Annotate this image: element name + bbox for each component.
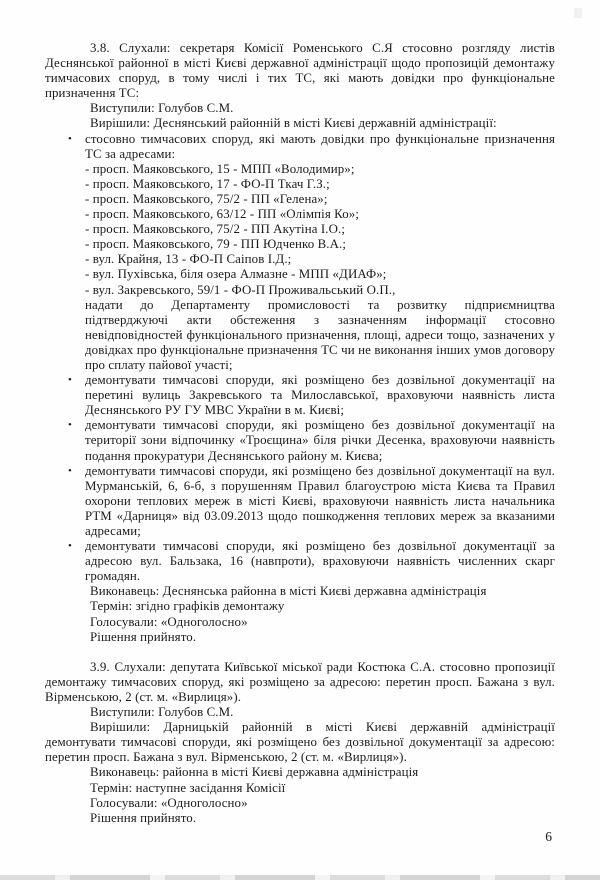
speakers-line: Виступили: Голубов С.М. [90,705,234,720]
section-3-8 [45,41,555,645]
address-line: - просп. Маяковського, 63/12 - ПП «Олімпія Ко»; [85,207,360,222]
bullet-icon: • [68,419,72,432]
section-3-8-heading: 3.8. Слухали: секретаря Комісії Роменського С.Я стосовно розгляду листів Деснянської районної в місті Києві державної адміністрації щодо пропозицій демонтажу тимчасових споруд, в тому числі і тих ТС, які мають довідки про функціональне призначення ТС: [45,41,555,101]
section-3-9 [45,660,555,826]
list-item [45,464,555,539]
address-line: - просп. Маяковського, 79 - ПП Юдченко В.А.; [85,237,347,252]
speakers-line: Виступили: Голубов С.М. [90,101,234,116]
bullet-icon: • [68,374,72,387]
bullet-icon: • [68,464,72,477]
list-item [45,418,555,463]
address-line: - просп. Маяковського, 15 - МПП «Володимир»; [85,161,355,176]
executor-line: Виконавець: районна в місті Києві державна адміністрація [90,765,419,780]
scan-edge [0,875,600,880]
bullet-text: демонтувати тимчасові споруди, які розміщено без дозвільної документації на вул. Мурманській, 6, 6-б, з порушенням Правил благоустрою міста Києва та Правил охорони теплових мереж в місті Києві, враховуючи наявність листа начальника РТМ «Дарниця» від 03.09.2013 щодо пошкодження теплових мереж за вказаними адресами; [85,463,555,538]
bullet-text: стосовно тимчасових споруд, які мають довідки про функціональне призначення ТС за адресами: [85,131,555,161]
decision-line: Рішення прийнято. [90,810,197,825]
resolution-line: Вирішили: Дарницькій районній в місті Києві державній адміністрації демонтувати тимчасові споруди, які розміщено без дозвільної документації за адресою: перетин просп. Бажана з вул. Вірменською, 2 (ст. м. «Вирлиця»). [45,720,555,765]
bullet-text: демонтувати тимчасові споруди, які розміщено без дозвільної документації за адресою вул. Бальзака, 16 (навпроти), враховуючи наявність численних скарг громадян. [85,539,555,584]
bullet-text: демонтувати тимчасові споруди, які розміщено без дозвільної документації на перетині вулиць Закревського та Милославської, враховуючи наявність листа Деснянського РУ ГУ МВС України в м. Києві; [85,373,555,418]
page-number: 6 [545,829,552,844]
address-line: - просп. Маяковського, 75/2 - ПП Акутіна І.О.; [85,222,345,237]
bullet-icon: • [68,132,72,145]
section-3-9-heading: 3.9. Слухали: депутата Київської міської ради Костюка С.А. стосовно пропозиції демонтажу тимчасових споруд, які розміщено за адресою: перетин просп. Бажана з вул. Вірменською, 2 (ст. м. «Вирлиця»). [45,659,555,704]
list-item [45,132,555,374]
vote-line: Голосували: «Одноголосно» [90,795,248,810]
term-line: Термін: згідно графіків демонтажу [90,599,285,614]
decision-line: Рішення прийнято. [90,629,197,644]
term-line: Термін: наступне засідання Комісії [90,780,286,795]
executor-line: Виконавець: Деснянська районна в місті Києві державна адміністрація [90,584,487,599]
address-line: - просп. Маяковського, 75/2 - ПП «Гелена»; [85,191,328,206]
bullet-text: демонтувати тимчасові споруди, які розміщено без дозвільної документації на території зони відпочинку «Троєщина» біля річки Десенка, враховуючи наявність подання прокуратури Деснянського району м. Києва; [85,418,555,463]
vote-line: Голосували: «Одноголосно» [90,614,248,629]
resolution-line: Вирішили: Деснянський районній в місті Києві державній адміністрації: [90,116,497,131]
list-item [45,539,555,584]
scan-artifact [574,8,582,18]
bullet-closing-text: надати до Департаменту промисловості та розвитку підприємництва підтверджуючі акти обстеження з зазначенням інформації стосовно невідповідностей функціонального призначення, площі, адреси тощо, зазначених у довідках про функціональне призначення ТС чи не виконання інших умов договору про сплату пайової участі; [85,297,555,372]
list-item [45,373,555,418]
address-line: - вул. Пухівська, біля озера Алмазне - МПП «ДИАФ»; [85,267,387,282]
resolution-bullet-list [45,132,555,585]
document-body [45,41,555,826]
bullet-icon: • [68,540,72,553]
address-line: - вул. Крайня, 13 - ФО-П Саіпов І.Д.; [85,252,292,267]
address-line: - просп. Маяковського, 17 - ФО-П Ткач Г.З.; [85,176,330,191]
address-line: - вул. Закревського, 59/1 - ФО-П Проживальський О.П., [85,282,396,297]
